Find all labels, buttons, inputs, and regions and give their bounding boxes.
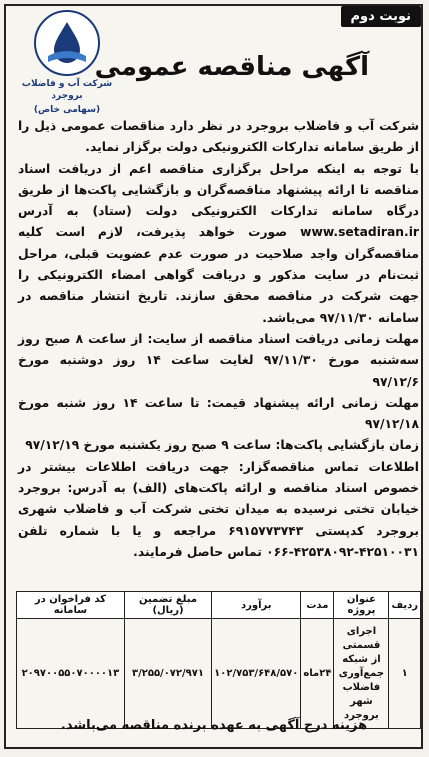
cell-row-no: ۱ <box>389 619 421 729</box>
tender-table <box>16 591 421 729</box>
table-header-row <box>17 592 421 619</box>
page-title: آگهی مناقصه عمومی <box>94 52 369 82</box>
cell-guarantee: ۳/۲۵۵/۰۷۲/۹۷۱ <box>124 619 211 729</box>
header-duration: مدت <box>301 592 334 619</box>
notice-body <box>18 116 419 563</box>
document-deadline: مهلت زمانی دریافت اسناد مناقصه از سایت: از ساعت ۸ صبح روز سه‌شنبه مورخ ۹۷/۱۱/۳۰ لغایت ساعت ۱۴ روز دوشنبه مورخ ۹۷/۱۲/۶ <box>18 331 420 389</box>
cell-duration: ۲۴ماه <box>301 619 334 729</box>
header-project-title: عنوان پروژه <box>334 592 389 619</box>
water-drop-icon <box>34 10 100 76</box>
cell-call-code: ۲۰۹۷۰۰۵۵۰۷۰۰۰۰۱۳ <box>17 619 125 729</box>
footer-note: هزینه درج آگهی به عهده برنده مناقصه می‌باشد. <box>60 718 368 733</box>
header-guarantee: مبلغ تضمین (ریال) <box>124 592 211 619</box>
bid-deadline: مهلت زمانی ارائه پیشنهاد قیمت: تا ساعت ۱۴ روز شنبه مورخ ۹۷/۱۲/۱۸ <box>18 395 419 432</box>
intro-paragraph: شرکت آب و فاضلاب بروجرد در نظر دارد مناقصات عمومی ذیل را از طریق سامانه تدارکات الکترونیکی دولت برگزار نماید. <box>18 119 419 155</box>
table-row <box>17 619 421 729</box>
header-call-code: کد فراخوان در سامانه <box>17 592 125 619</box>
logo-company-type: (سهامی خاص) <box>33 105 101 115</box>
opening-time: زمان بازگشایی پاکت‌ها: ساعت ۹ صبح روز یکشنبه مورخ ۹۷/۱۲/۱۹ <box>25 438 419 453</box>
header-estimate: برآورد <box>212 592 301 619</box>
procedure-paragraph: با توجه به اینکه مراحل برگزاری مناقصه اعم از دریافت اسناد مناقصه تا ارائه پیشنهاد مناقصه‌گران و بازگشایی پاکت‌ها از طریق درگاه سامانه تدارکات الکترونیکی دولت (ستاد) به آدرس www.setadiran.ir صورت خواهد پذیرفت، لازم است کلیه مناقصه‌گران واجد صلاحیت در صورت عدم عضویت قبلی، مراحل ثبت‌نام در سایت مذکور و دریافت گواهی امضاء الکترونیکی را جهت شرکت در مناقصه محقق سازند. تاریخ انتشار مناقصه در سامانه ۹۷/۱۱/۳۰ می‌باشد. <box>18 161 419 325</box>
cell-project-title: اجرای قسمتی از شبکه جمع‌آوری فاضلاب شهر بروجرد <box>334 619 389 729</box>
cell-estimate: ۱۰۲/۷۵۳/۶۴۸/۵۷۰ <box>212 619 301 729</box>
contact-info: اطلاعات تماس مناقصه‌گزار: جهت دریافت اطلاعات بیشتر در خصوص اسناد مناقصه و ارائه پاکت‌های (الف) به آدرس: بروجرد خیابان تختی نرسیده به میدان تختی شرکت آب و فاضلاب شهری بروجرد کدپستی ۶۹۱۵۷۷۳۷۴۳ مراجعه و یا با شماره تلفن ۴۲۵۱۰۰۳۱-۴۲۵۳۸۰۹۲-۰۶۶ تماس حاصل فرمایند. <box>18 459 420 559</box>
logo-company-name: شرکت آب و فاضلاب بروجرد <box>21 79 113 101</box>
header-row-no: ردیف <box>389 592 421 619</box>
round-badge: نوبت دوم <box>341 6 421 27</box>
